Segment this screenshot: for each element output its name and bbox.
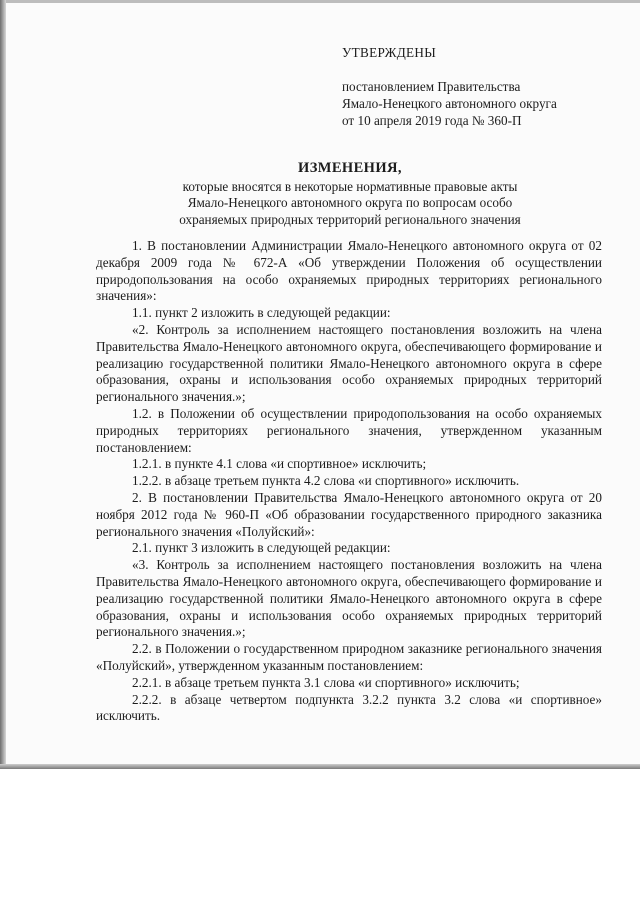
paragraph-1: 1. В постановлении Администрации Ямало-Ненецкого автономного округа от 02 декабря 2009 года № 672-А «Об утверждении Положения об осуществлении природопользования на особо охраняемых природных территориях регионального значения»: [96, 238, 602, 304]
approval-line: постановлением Правительства [342, 79, 521, 94]
document-title: ИЗМЕНЕНИЯ, [298, 160, 402, 176]
paragraph-2-1: 2.1. пункт 3 изложить в следующей редакции: [132, 540, 391, 556]
paragraph-1-1-text: «2. Контроль за исполнением настоящего постановления возложить на члена Правительства Ямало-Ненецкого автономного округа, обеспечивающего формирование и реализацию государственной политики Ямало-Ненецкого автономного округа в сфере образования, охраны и использования особо охраняемых природных территорий регионального значения.»; [96, 321, 602, 405]
paragraph-1-1: 1.1. пункт 2 изложить в следующей редакции: [132, 305, 391, 321]
document-title-block [120, 160, 580, 228]
paragraph-2-1-text: «3. Контроль за исполнением настоящего постановления возложить на члена Правительства Ямало-Ненецкого автономного округа, обеспечивающего формирование и реализацию государственной политики Ямало-Ненецкого автономного округа в сфере образования, охраны и использования особо охраняемых природных территорий регионального значения.»; [96, 557, 602, 640]
paragraph-2: 2. В постановлении Правительства Ямало-Ненецкого автономного округа от 20 ноября 2012 года № 960-П «Об образовании государственного природного заказника регионального значения «Полуйский»: [96, 489, 602, 539]
paragraph-1-2-2: 1.2.2. в абзаце третьем пункта 4.2 слова «и спортивного» исключить. [132, 473, 520, 489]
paragraph-1-2: 1.2. в Положении об осуществлении природопользования на особо охраняемых природных территориях регионального значения, утвержденном указанным постановлением: [96, 405, 602, 455]
document-body [96, 238, 602, 725]
document-subtitle-line: которые вносятся в некоторые нормативные правовые акты [182, 178, 518, 194]
approval-line: Ямало-Ненецкого автономного округа [342, 96, 557, 111]
approval-heading: УТВЕРЖДЕНЫ [342, 45, 437, 60]
paragraph-2-2: 2.2. в Положении о государственном природном заказнике регионального значения «Полуйский», утвержденном указанным постановлением: [96, 641, 602, 673]
approval-stamp-block [342, 44, 557, 129]
paragraph-2-2-2: 2.2.2. в абзаце четвертом подпункта 3.2.2 пункта 3.2 слова «и спортивное» исключить. [96, 691, 602, 724]
document-subtitle-line: Ямало-Ненецкого автономного округа по вопросам особо [187, 195, 513, 210]
paragraph-2-2-1: 2.2.1. в абзаце третьем пункта 3.1 слова «и спортивного» исключить; [132, 674, 520, 690]
document-subtitle-line: охраняемых природных территорий регионального значения [179, 211, 521, 227]
scan-edge-bottom [0, 764, 640, 769]
scan-edge-left [0, 0, 6, 768]
scan-edge-top [0, 0, 640, 3]
paragraph-1-2-1: 1.2.1. в пункте 4.1 слова «и спортивное» исключить; [132, 456, 427, 472]
approval-line: от 10 апреля 2019 года № 360-П [342, 113, 522, 128]
